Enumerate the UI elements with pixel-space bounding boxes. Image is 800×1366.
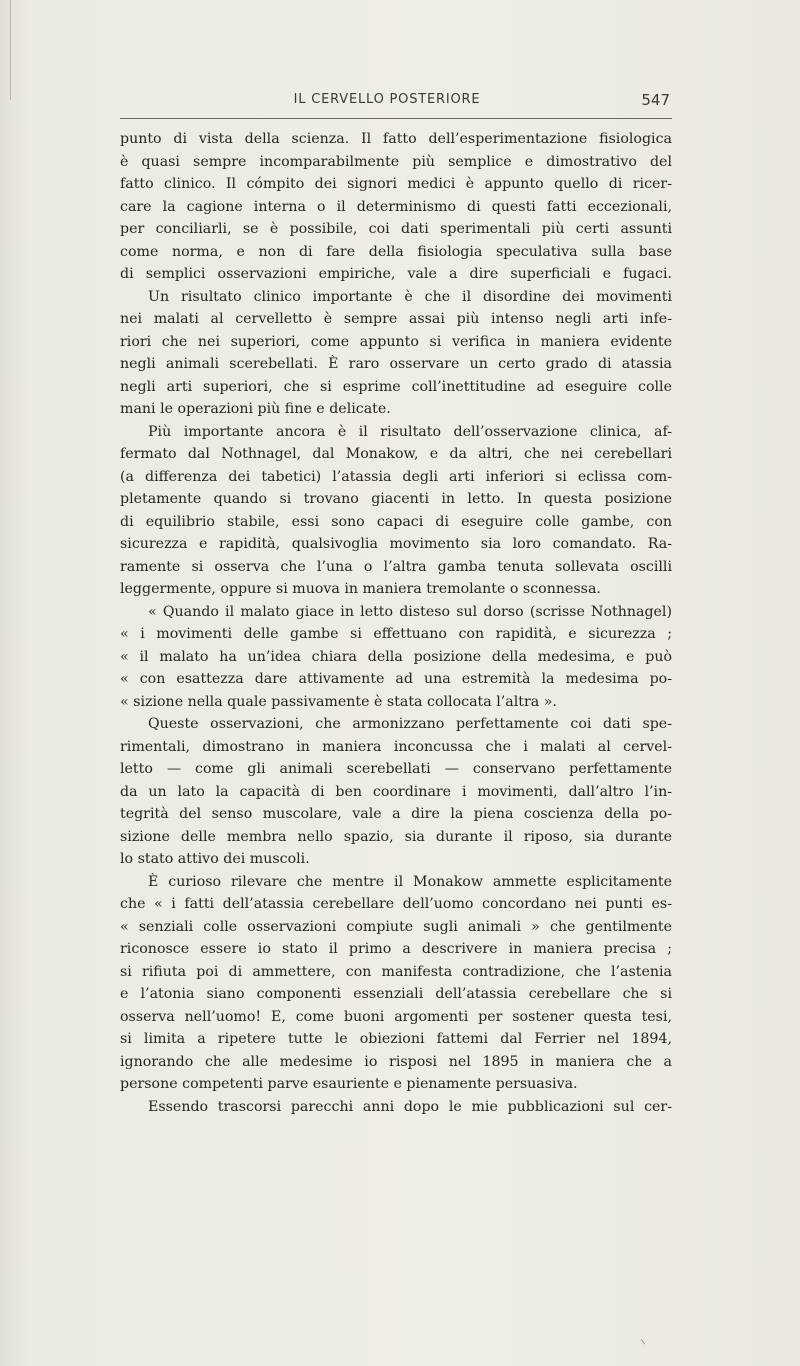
text-line: « con esattezza dare attivamente ad una estremità la medesima po- [120,671,672,687]
text-line: ignorando che alle medesime io risposi nel 1895 in maniera che a [120,1053,672,1070]
text-line: Più importante ancora è il risultato dell’osservazione clinica, af- [148,423,672,440]
text-line: e l’atonia siano componenti essenziali dell’atassia cerebellare che si [120,986,672,1002]
ink-mark [641,1336,650,1345]
text-line: sicurezza e rapidità, qualsivoglia movimento sia loro comandato. Ra- [120,536,672,552]
text-line: si limita a ripetere tutte le obiezioni fattemi dal Ferrier nel 1894, [120,1031,672,1047]
text-line: ramente si osserva che l’una o l’altra gamba tenuta sollevata oscilli [120,558,672,575]
text-line: È curioso rilevare che mentre il Monakow ammette esplicitamente [148,873,672,890]
running-title: IL CERVELLO POSTERIORE [293,92,481,107]
text-line: pletamente quando si trovano giacenti in letto. In questa posizione [120,491,672,507]
text-line: mani le operazioni più fine e delicate. [120,401,391,417]
text-line: riori che nei superiori, come appunto si verifica in maniera evidente [120,333,672,350]
text-line: rimentali, dimostrano in maniera inconcussa che i malati al cervel- [120,738,672,755]
text-line: « i movimenti delle gambe si effettuano con rapidità, e sicurezza ; [120,626,672,642]
text-line: negli arti superiori, che si esprime coll’inettitudine ad eseguire colle [120,378,672,395]
text-line: osserva nell’uomo! E, come buoni argomenti per sostener questa tesi, [120,1008,672,1025]
text-line: Queste osservazioni, che armonizzano perfettamente coi dati spe- [148,716,672,732]
text-line: nei malati al cervelletto è sempre assai più intenso negli arti infe- [120,311,672,327]
body-text [120,128,672,1118]
text-line: Essendo trascorsi parecchi anni dopo le mie pubblicazioni sul cer- [148,1098,672,1115]
text-line: lo stato attivo dei muscoli. [120,851,310,867]
text-line: (a differenza dei tabetici) l’atassia degli arti inferiori si eclissa com- [120,468,672,485]
text-line: tegrità del senso muscolare, vale a dire la piena coscienza della po- [120,806,672,822]
text-line: fatto clinico. Il cómpito dei signori medici è appunto quello di ricer- [120,176,672,192]
page-edge-shadow [0,0,11,100]
text-line: di equilibrio stabile, essi sono capaci di eseguire colle gambe, con [120,513,672,530]
text-line: punto di vista della scienza. Il fatto dell’esperimentazione fisiologica [120,131,672,147]
text-line: negli animali scerebellati. È raro osservare un certo grado di atassia [120,356,672,372]
text-line: « il malato ha un’idea chiara della posizione della medesima, e può [120,648,672,665]
text-line: come norma, e non di fare della fisiologia speculativa sulla base [120,243,672,260]
text-line: di semplici osservazioni empiriche, vale a dire superficiali e fugaci. [120,266,672,282]
text-line: sizione delle membra nello spazio, sia durante il riposo, sia durante [120,828,672,845]
text-line: che « i fatti dell’atassia cerebellare dell’uomo concordano nei punti es- [120,896,672,912]
text-line: care la cagione interna o il determinismo di questi fatti eccezionali, [120,198,672,215]
text-line: da un lato la capacità di ben coordinare i movimenti, dall’altro l’in- [120,783,672,800]
text-line: « senziali colle osservazioni compiute sugli animali » che gentilmente [120,918,672,935]
text-line: « sizione nella quale passivamente è stata collocata l’altra ». [120,693,557,710]
text-line: riconosce essere io stato il primo a descrivere in maniera precisa ; [120,941,672,957]
text-line: per conciliarli, se è possibile, coi dati sperimentali più certi assunti [120,221,672,237]
text-line: leggermente, oppure si muova in maniera tremolante o sconnessa. [120,581,601,597]
text-line: « Quando il malato giace in letto disteso sul dorso (scrisse Nothnagel) [148,603,672,620]
text-line: si rifiuta poi di ammettere, con manifesta contradizione, che l’astenia [120,963,672,980]
header-rule [120,118,672,119]
text-line: fermato dal Nothnagel, dal Monakow, e da altri, che nei cerebellari [120,446,672,462]
text-line: persone competenti parve esauriente e pienamente persuasiva. [120,1076,578,1092]
text-line: è quasi sempre incomparabilmente più semplice e dimostrativo del [120,153,672,170]
text-line: letto — come gli animali scerebellati — conservano perfettamente [120,761,672,777]
text-line: Un risultato clinico importante è che il disordine dei movimenti [148,288,672,305]
page-number: 547 [641,91,670,109]
